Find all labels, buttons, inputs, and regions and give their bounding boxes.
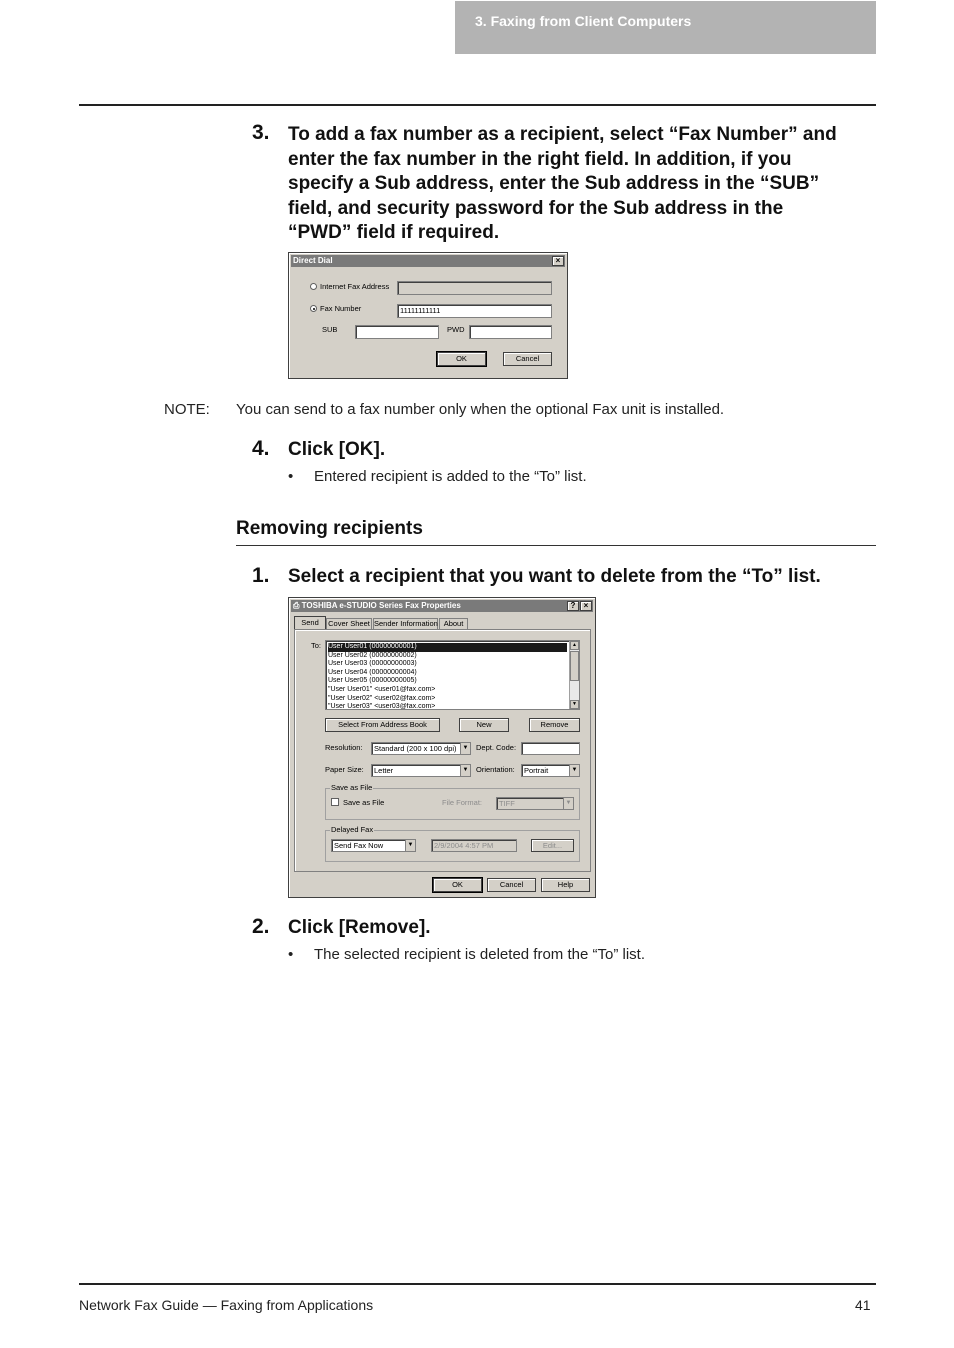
delayed-time-input[interactable]: 2/9/2004 4:57 PM: [431, 839, 517, 852]
pwd-input[interactable]: [469, 325, 552, 339]
paper-size-label: Paper Size:: [325, 765, 364, 774]
fax-properties-titlebar: [291, 600, 593, 612]
tab-about[interactable]: About: [439, 618, 468, 629]
note-label: NOTE:: [164, 401, 210, 418]
ok-button[interactable]: OK: [433, 878, 482, 892]
step-2-bullet-text: The selected recipient is deleted from the “To” list.: [314, 946, 645, 963]
save-as-file-group-label: Save as File: [331, 783, 373, 792]
list-item[interactable]: User User03 (00000000003): [328, 660, 417, 668]
direct-dial-title: Direct Dial: [293, 256, 333, 265]
list-item[interactable]: User User01 (00000000001): [328, 643, 567, 652]
to-list[interactable]: [325, 640, 580, 710]
printer-icon: ⎙: [293, 601, 300, 610]
step-1-number: 1.: [252, 564, 270, 587]
ok-button[interactable]: OK: [437, 352, 486, 366]
footer-rule: [79, 1283, 876, 1285]
step-4-text: Click [OK].: [288, 439, 386, 460]
internet-fax-input[interactable]: [397, 281, 552, 295]
internet-fax-label: Internet Fax Address: [320, 282, 390, 291]
chevron-down-icon[interactable]: ▼: [460, 765, 470, 776]
chapter-tab: [455, 1, 876, 54]
help-icon[interactable]: ?: [567, 601, 579, 611]
fax-properties-title: TOSHIBA e-STUDIO Series Fax Properties: [301, 601, 461, 610]
fax-properties-dialog: [288, 597, 596, 898]
sub-input[interactable]: [355, 325, 439, 339]
file-format-value: TIFF: [499, 799, 515, 808]
bullet-mark: •: [288, 468, 294, 485]
step-3-line: specify a Sub address, enter the Sub address in the “SUB”: [288, 173, 820, 194]
sub-label: SUB: [322, 325, 338, 334]
tab-cover-sheet[interactable]: Cover Sheet: [326, 618, 372, 629]
scroll-down-icon[interactable]: ▼: [570, 700, 579, 709]
list-scrollbar[interactable]: [569, 641, 579, 709]
step-3-line: “PWD” field if required.: [288, 222, 500, 243]
step-3-line: enter the fax number in the right field. In addition, if you: [288, 148, 792, 170]
scroll-up-icon[interactable]: ▲: [570, 641, 579, 650]
new-button[interactable]: New: [459, 718, 509, 732]
internet-fax-radio[interactable]: [310, 283, 317, 290]
step-1-text: Select a recipient that you want to delete from the “To” list.: [288, 566, 821, 587]
step-4-bullet-text: Entered recipient is added to the “To” list.: [314, 468, 587, 485]
edit-button[interactable]: Edit...: [531, 839, 574, 852]
select-from-address-book-button[interactable]: Select From Address Book: [325, 718, 440, 732]
dept-code-label: Dept. Code:: [476, 743, 517, 752]
note-text: You can send to a fax number only when the optional Fax unit is installed.: [236, 401, 725, 418]
scroll-thumb[interactable]: [570, 651, 579, 681]
chevron-down-icon[interactable]: ▼: [460, 743, 470, 754]
cancel-button[interactable]: Cancel: [503, 352, 552, 366]
step-3-line: field, and security password for the Sub address in the: [288, 197, 784, 219]
delayed-fax-group: [325, 825, 580, 862]
header-rule: [79, 104, 876, 106]
fax-number-input[interactable]: 11111111111: [397, 304, 552, 318]
chevron-down-icon[interactable]: ▼: [563, 798, 573, 809]
paper-size-select[interactable]: [371, 764, 471, 777]
resolution-select[interactable]: [371, 742, 471, 755]
tab-sender-information[interactable]: Sender Information: [374, 619, 438, 628]
tab-send[interactable]: Send: [294, 616, 326, 630]
list-item[interactable]: "User User01" <user01@fax.com>: [328, 686, 436, 693]
file-format-select[interactable]: [496, 797, 574, 810]
save-as-file-check-label: Save as File: [343, 798, 385, 807]
to-label: To:: [311, 641, 322, 650]
delayed-fax-value: Send Fax Now: [334, 841, 384, 850]
fax-number-label: Fax Number: [320, 304, 362, 313]
list-item[interactable]: User User02 (00000000002): [328, 651, 417, 659]
help-button[interactable]: Help: [541, 878, 590, 892]
direct-dial-dialog: [288, 252, 568, 379]
chapter-tab-label: 3. Faxing from Client Computers: [475, 13, 692, 29]
step-3-number: 3.: [252, 121, 270, 144]
list-item[interactable]: User User04 (00000000004): [328, 668, 417, 676]
page-number: 41: [855, 1297, 871, 1313]
save-as-file-group: [325, 783, 580, 820]
orientation-select[interactable]: [521, 764, 580, 777]
step-4-number: 4.: [252, 437, 270, 460]
delayed-fax-select[interactable]: [331, 839, 416, 852]
delayed-fax-group-label: Delayed Fax: [331, 825, 374, 834]
bullet-mark: •: [288, 946, 294, 963]
step-3-text: [288, 123, 878, 246]
section-rule: [236, 545, 876, 546]
fax-number-radio[interactable]: [310, 305, 317, 312]
chevron-down-icon[interactable]: ▼: [569, 765, 579, 776]
section-title: Removing recipients: [236, 518, 423, 539]
close-icon[interactable]: ×: [552, 256, 564, 266]
resolution-label: Resolution:: [325, 743, 363, 752]
orientation-label: Orientation:: [476, 765, 515, 774]
remove-button[interactable]: Remove: [529, 718, 580, 732]
resolution-value: Standard (200 x 100 dpi): [374, 744, 457, 753]
paper-size-value: Letter: [374, 766, 394, 775]
direct-dial-titlebar: [291, 255, 565, 267]
footer-title: Network Fax Guide — Faxing from Applications: [79, 1297, 374, 1313]
list-item[interactable]: User User05 (00000000005): [328, 677, 417, 685]
step-2-text: Click [Remove].: [288, 917, 431, 938]
pwd-label: PWD: [447, 325, 465, 334]
dept-code-input[interactable]: [521, 742, 580, 755]
list-item[interactable]: "User User03" <user03@fax.com>: [328, 703, 436, 710]
step-2-number: 2.: [252, 915, 270, 938]
file-format-label: File Format:: [442, 798, 483, 807]
list-item[interactable]: "User User02" <user02@fax.com>: [328, 694, 436, 702]
chevron-down-icon[interactable]: ▼: [405, 840, 415, 851]
orientation-value: Portrait: [524, 766, 549, 775]
cancel-button[interactable]: Cancel: [487, 878, 536, 892]
close-icon[interactable]: ×: [580, 601, 592, 611]
step-3-line: To add a fax number as a recipient, select “Fax Number” and: [288, 124, 837, 145]
save-as-file-checkbox[interactable]: [331, 798, 339, 806]
